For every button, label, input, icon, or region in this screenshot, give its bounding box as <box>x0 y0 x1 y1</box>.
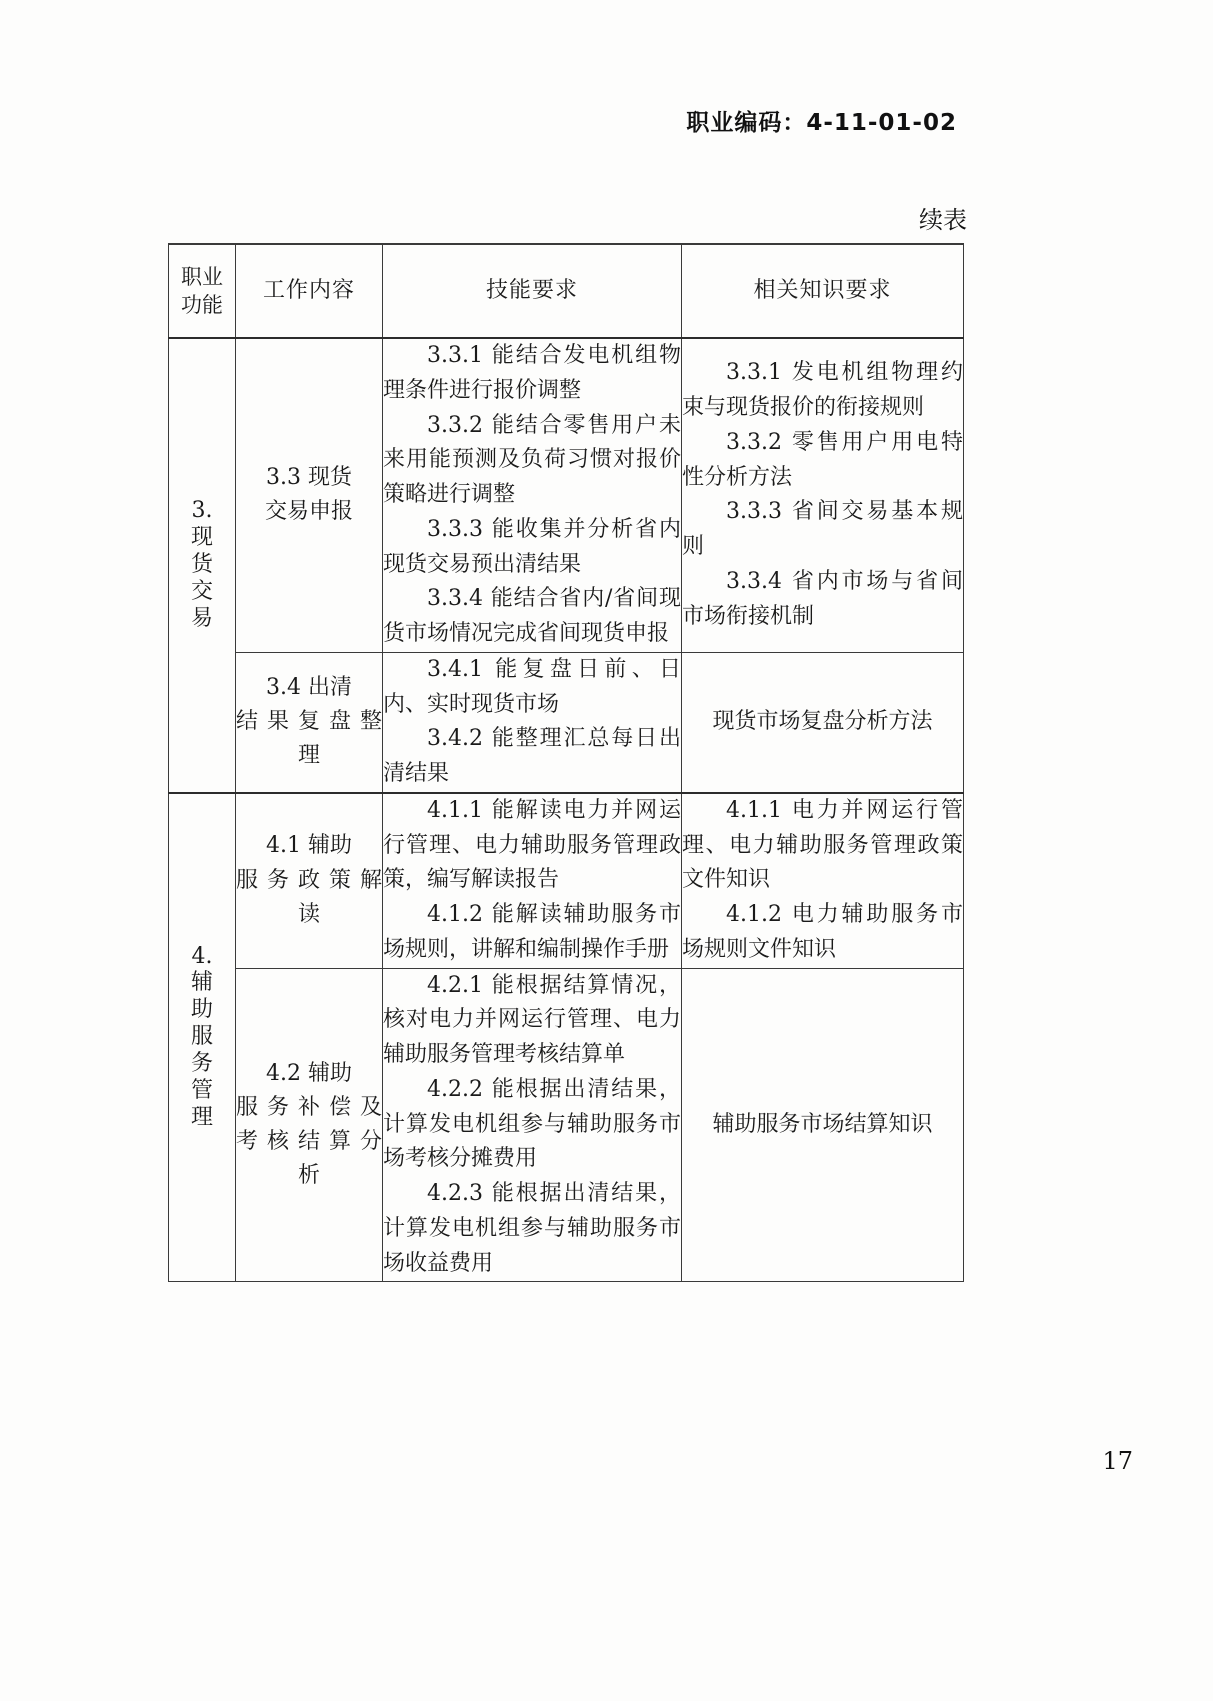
skill-requirements-cell-4-2 <box>383 968 682 1282</box>
skill-item: 3.3.4 能结合省内/省间现货市场情况完成省间现货申报 <box>383 586 681 646</box>
function-char: 理 <box>190 1104 213 1130</box>
skill-item: 3.4.2 能整理汇总每日出清结果 <box>383 726 681 786</box>
work-content-line: 结果复盘整 <box>236 709 382 735</box>
work-content-cell-3-3 <box>236 338 383 652</box>
function-char: 交 <box>190 578 213 604</box>
function-number: 3. <box>191 498 213 524</box>
skill-requirements-cell-3-4 <box>383 652 682 793</box>
function-char: 辅 <box>190 970 213 996</box>
function-cell-group-4 <box>169 793 236 1282</box>
table-row <box>169 793 964 968</box>
work-content-cell-4-2 <box>236 968 383 1282</box>
function-char: 货 <box>190 551 213 577</box>
work-content-cell-4-1 <box>236 793 383 968</box>
function-number: 4. <box>191 943 213 969</box>
column-header-knowledge-requirements: 相关知识要求 <box>682 244 964 338</box>
table-row <box>169 968 964 1282</box>
function-cell-group-3 <box>169 338 236 793</box>
skill-requirements-cell-4-1 <box>383 793 682 968</box>
work-content-line: 交易申报 <box>264 499 353 525</box>
skill-requirements-table <box>168 243 964 1282</box>
work-content-line: 4.1 辅助 <box>266 833 352 859</box>
skill-item: 4.1.2 能解读辅助服务市场规则，讲解和编制操作手册 <box>383 902 681 962</box>
knowledge-requirements-cell-4-2 <box>682 968 964 1282</box>
knowledge-item: 现货市场复盘分析方法 <box>712 708 933 734</box>
knowledge-item: 3.3.1 发电机组物理约束与现货报价的衔接规则 <box>682 360 963 421</box>
skill-requirements-cell-3-3 <box>383 338 682 652</box>
occupation-code-header: 职业编码：4-11-01-02 <box>686 110 957 136</box>
knowledge-item: 4.1.2 电力辅助服务市场规则文件知识 <box>682 902 963 962</box>
work-content-line: 读 <box>297 901 320 927</box>
work-content-line: 考核结算分 <box>236 1128 382 1154</box>
skill-item: 4.2.1 能根据结算情况，核对电力并网运行管理、电力辅助服务管理考核结算单 <box>383 972 681 1067</box>
work-content-line: 理 <box>297 743 320 769</box>
work-content-line: 服务政策解 <box>236 867 382 893</box>
skill-item: 4.2.2 能根据出清结果，计算发电机组参与辅助服务市场考核分摊费用 <box>383 1076 681 1172</box>
function-vertical-stack <box>169 498 235 632</box>
function-vertical-stack <box>169 944 235 1132</box>
function-char: 管 <box>190 1077 213 1103</box>
function-char: 现 <box>190 525 213 551</box>
knowledge-item: 3.3.2 零售用户用电特性分析方法 <box>682 429 963 490</box>
knowledge-requirements-cell-3-4 <box>682 652 964 793</box>
work-content-line: 3.3 现货 <box>266 465 352 491</box>
function-char: 易 <box>190 605 213 631</box>
skill-item: 4.1.1 能解读电力并网运行管理、电力辅助服务管理政策，编写解读报告 <box>383 797 681 893</box>
knowledge-requirements-cell-4-1 <box>682 793 964 968</box>
skill-item: 3.3.3 能收集并分析省内现货交易预出清结果 <box>383 516 681 577</box>
knowledge-item: 3.3.3 省间交易基本规则 <box>682 499 963 560</box>
table-row <box>169 652 964 793</box>
column-header-function <box>169 244 236 338</box>
table-header-row <box>169 244 964 338</box>
work-content-line: 析 <box>297 1162 320 1188</box>
work-content-line: 4.2 辅助 <box>266 1060 352 1086</box>
skill-item: 3.4.1 能复盘日前、日内、实时现货市场 <box>383 656 681 717</box>
table-row <box>169 338 964 652</box>
knowledge-item: 辅助服务市场结算知识 <box>712 1111 933 1137</box>
column-header-work-content: 工作内容 <box>236 244 383 338</box>
function-char: 服 <box>190 1024 213 1050</box>
knowledge-item: 4.1.1 电力并网运行管理、电力辅助服务管理政策文件知识 <box>682 797 963 893</box>
work-content-cell-3-4 <box>236 652 383 793</box>
function-char: 务 <box>190 1050 213 1076</box>
work-content-line: 3.4 出清 <box>266 675 352 701</box>
knowledge-item: 3.3.4 省内市场与省间市场衔接机制 <box>682 568 963 629</box>
skill-item: 4.2.3 能根据出清结果，计算发电机组参与辅助服务市场收益费用 <box>383 1181 681 1276</box>
continued-table-label: 续表 <box>919 206 967 234</box>
function-char: 助 <box>190 997 213 1023</box>
work-content-line: 服务补偿及 <box>236 1094 382 1120</box>
column-header-function-line1: 职业 <box>181 264 223 289</box>
column-header-skill-requirements: 技能要求 <box>383 244 682 338</box>
knowledge-requirements-cell-3-3 <box>682 338 964 652</box>
skill-item: 3.3.2 能结合零售用户未来用能预测及负荷习惯对报价策略进行调整 <box>383 412 681 507</box>
skill-item: 3.3.1 能结合发电机组物理条件进行报价调整 <box>383 343 681 403</box>
column-header-function-line2: 功能 <box>181 293 223 317</box>
page-number: 17 <box>1102 1447 1133 1475</box>
